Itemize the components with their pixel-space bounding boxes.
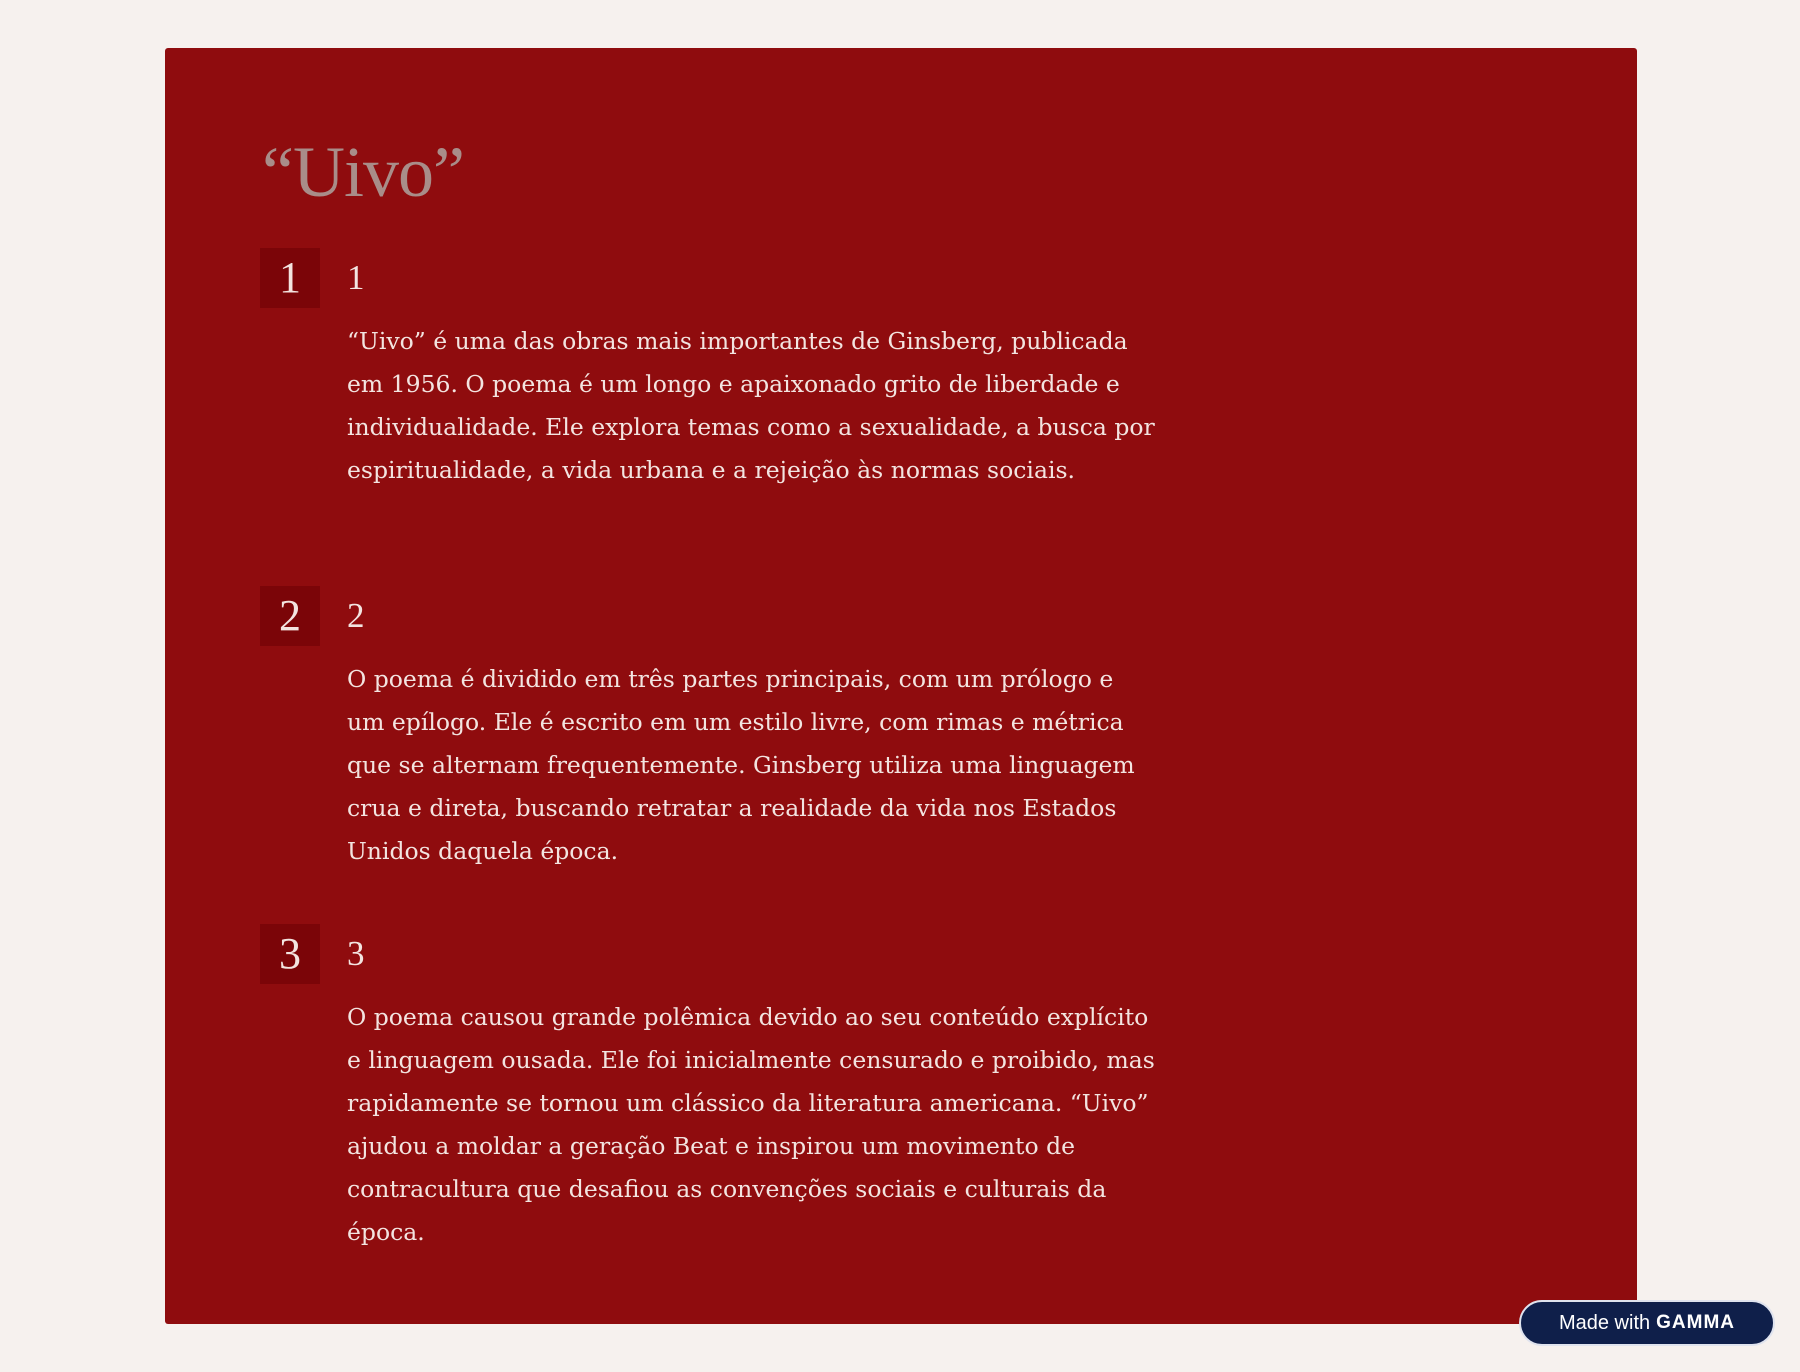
slide-title: “Uivo”	[262, 132, 464, 212]
item-number-box: 2	[260, 586, 320, 646]
item-text: “Uivo” é uma das obras mais importantes de Ginsberg, publicada em 1956. O poema é um longo e apaixonado grito de liberdade e individualidade. Ele explora temas como a sexualidade, a busca por espiritualidade, a vida urbana e a rejeição às normas sociais.	[347, 327, 1155, 484]
made-with-gamma-badge[interactable]	[1519, 1300, 1775, 1346]
item-text: O poema causou grande polêmica devido ao seu conteúdo explícito e linguagem ousada. Ele foi inicialmente censurado e proibido, mas rapidamente se tornou um clássico da literatura americana. “Uivo” ajudou a moldar a geração Beat e inspirou um movimento de contracultura que desafiou as convenções sociais e culturais da época.	[347, 1003, 1155, 1246]
badge-prefix: Made with	[1558, 1311, 1651, 1334]
item-heading: 3	[347, 934, 365, 973]
item-heading: 1	[347, 258, 365, 297]
item-text: O poema é dividido em três partes principais, com um prólogo e um epílogo. Ele é escrito em um estilo livre, com rimas e métrica que se alternam frequentemente. Ginsberg utiliza uma linguagem crua e direta, buscando retratar a realidade da vida nos Estados Unidos daquela época.	[347, 665, 1135, 865]
item-heading: 2	[347, 596, 365, 635]
item-number-box: 3	[260, 924, 320, 984]
gamma-logo: GAMMA	[1656, 1312, 1736, 1333]
slide-card	[165, 48, 1637, 1324]
item-number-box: 1	[260, 248, 320, 308]
